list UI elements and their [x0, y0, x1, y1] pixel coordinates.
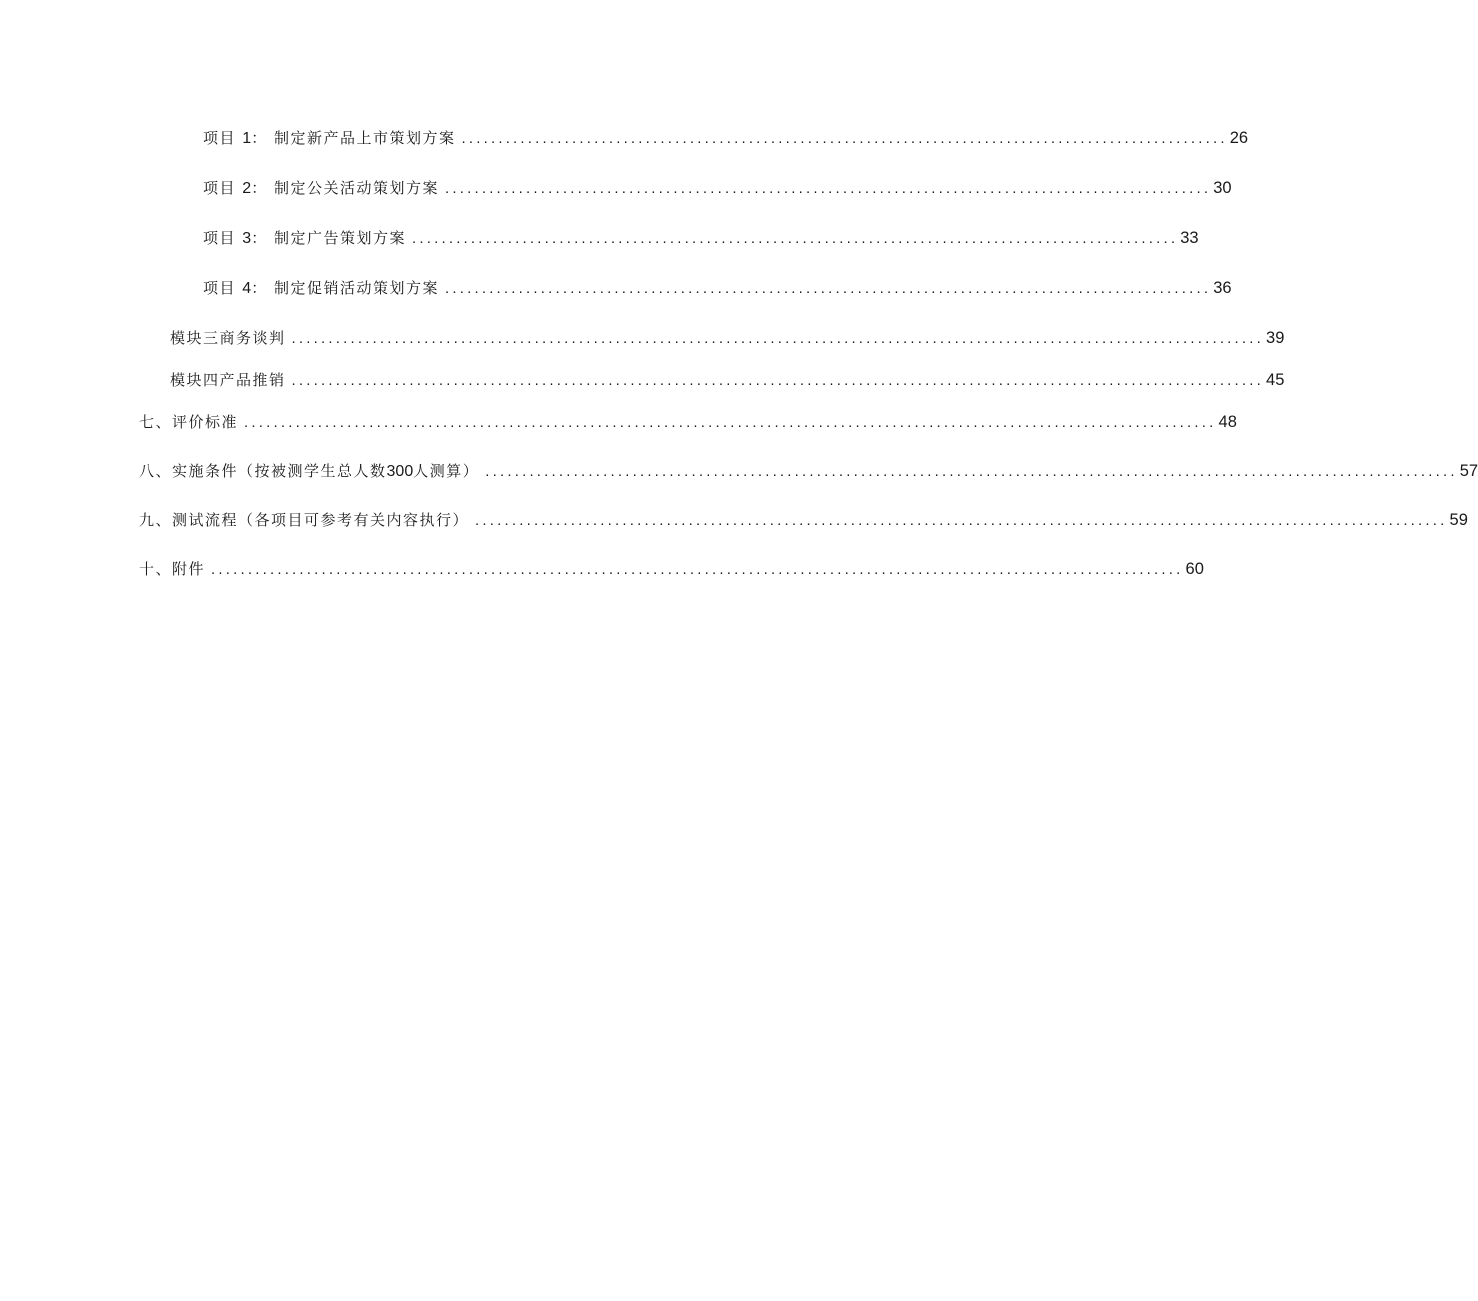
toc-page-number: 26	[1229, 129, 1249, 147]
toc-entry-label: 项目 2： 制定公关活动策划方案	[203, 179, 439, 197]
toc-dot-leader: ....................................................................................................................................	[244, 414, 1217, 431]
toc-entry-project-2[interactable]	[203, 178, 1232, 199]
toc-page-number: 33	[1180, 229, 1199, 247]
toc-entry-label: 十、附件	[139, 560, 206, 578]
toc-dot-leader: ....................................................................................................................................	[211, 561, 1184, 578]
toc-entry-label: 模块四产品推销	[170, 371, 286, 389]
toc-entry-section-8[interactable]	[139, 461, 1478, 482]
toc-page-number: 36	[1213, 279, 1232, 297]
toc-entry-label: 八、实施条件（按被测学生总人数300人测算）	[139, 462, 480, 480]
toc-entry-module-4[interactable]	[170, 370, 1285, 391]
toc-page-number: 39	[1266, 329, 1285, 347]
toc-entry-project-3[interactable]	[203, 228, 1199, 249]
toc-dot-leader: ....................................................................................................................................	[291, 372, 1265, 389]
toc-entry-section-9[interactable]	[139, 510, 1468, 531]
toc-dot-leader: ........................................................................................................	[444, 280, 1212, 297]
toc-page-number: 57	[1459, 462, 1478, 480]
toc-entry-module-3[interactable]	[170, 328, 1285, 349]
toc-page-number: 48	[1218, 413, 1237, 431]
toc-entry-label: 九、测试流程（各项目可参考有关内容执行）	[139, 511, 470, 529]
toc-entry-project-1[interactable]	[203, 128, 1249, 149]
toc-entry-label: 模块三商务谈判	[170, 329, 286, 347]
toc-dot-leader: ....................................................................................................................................	[475, 512, 1448, 529]
toc-dot-leader: ........................................................................................................	[411, 230, 1179, 247]
toc-dot-leader: ........................................................................................................	[461, 130, 1228, 147]
toc-page-number: 30	[1213, 179, 1232, 197]
toc-entry-label: 项目 4： 制定促销活动策划方案	[203, 279, 439, 297]
toc-entry-section-7[interactable]	[139, 412, 1237, 433]
toc-entry-project-4[interactable]	[203, 278, 1232, 299]
toc-dot-leader: ....................................................................................................................................	[291, 330, 1265, 347]
toc-page-number: 60	[1185, 560, 1204, 578]
toc-entry-label: 项目 3： 制定广告策划方案	[203, 229, 406, 247]
toc-dot-leader: ....................................................................................................................................	[485, 463, 1458, 480]
toc-entry-label: 项目 1： 制定新产品上市策划方案	[203, 129, 456, 147]
toc-dot-leader: ........................................................................................................	[444, 180, 1212, 197]
toc-page-number: 59	[1449, 511, 1468, 529]
toc-page-number: 45	[1266, 371, 1285, 389]
toc-entry-label: 七、评价标准	[139, 413, 239, 431]
toc-entry-section-10[interactable]	[139, 559, 1204, 580]
